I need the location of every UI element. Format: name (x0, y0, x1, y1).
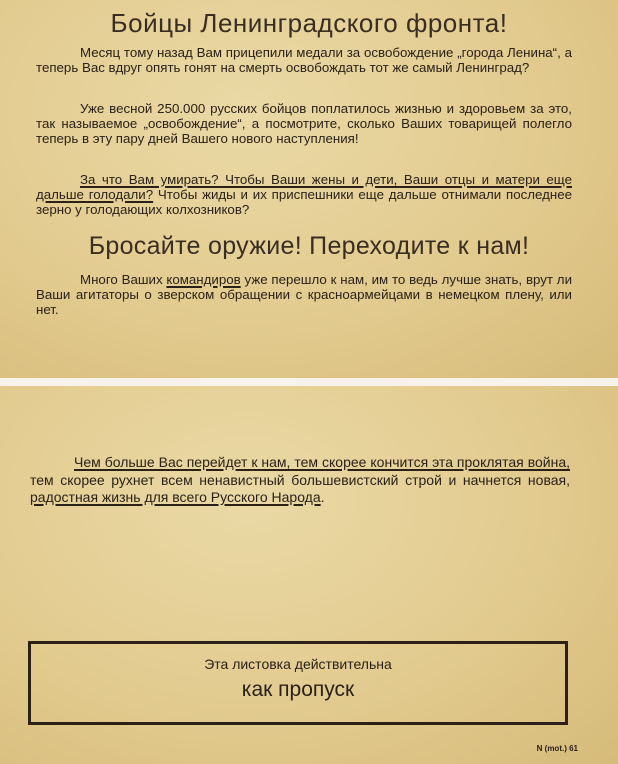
paragraph-commanders-start: Много Ваших (80, 272, 167, 287)
underlined-war-end: Чем больше Вас перейдет к нам, тем скорее кончится эта проклятая война, (74, 454, 570, 470)
paragraph-commanders (36, 272, 572, 317)
paragraph-war-end (30, 454, 570, 507)
paragraph-commanders-rest: уже перешло к нам, им то ведь лучше знать, врут ли Ваши агитаторы о зверском обращении с красноармейцами в немецком плену, или нет. (36, 272, 572, 317)
leaflet-title: Бойцы Ленинградского фронта! (110, 8, 508, 38)
leaflet-code: N (mot.) 61 (536, 744, 578, 753)
paragraph-war-end-period: . (320, 489, 325, 505)
paragraph-medals: Месяц тому назад Вам прицепили медали за освобождение „города Ленина“, а теперь Вас вдруг опять гонят на смерть освобождать тот же самый Ленинград? (36, 45, 572, 75)
paragraph-why-die (36, 172, 572, 217)
paragraph-losses: Уже весной 250.000 русских бойцов поплатилось жизнью и здоровьем за это, так называемое „освобождение“, а посмотрите, сколько Ваших товарищей полегло теперь в эту пару дней Вашего нового наступления! (36, 101, 572, 146)
pass-box (28, 641, 568, 725)
paragraph-war-end-middle: тем скорее рухнет всем ненавистный большевистский строй и начнется новая, (30, 471, 570, 488)
page-separator (0, 378, 618, 386)
pass-label: как пропуск (241, 678, 355, 701)
call-to-surrender: Бросайте оружие! Переходите к нам! (88, 232, 530, 260)
underlined-question: За что Вам умирать? Чтобы Ваши жены и дети, Ваши отцы и матери еще дальше голодали? (36, 172, 572, 202)
leaflet-front (0, 0, 618, 381)
paragraph-why-die-rest: Чтобы жиды и их приспешники еще дальше отнимали последнее зерно у голодающих колхозников? (36, 187, 572, 217)
underlined-joyful-life: радостная жизнь для всего Русского Народа (30, 489, 321, 505)
pass-validity-text: Эта листовка действительна (204, 656, 392, 672)
underlined-commanders: командиров (166, 272, 241, 287)
